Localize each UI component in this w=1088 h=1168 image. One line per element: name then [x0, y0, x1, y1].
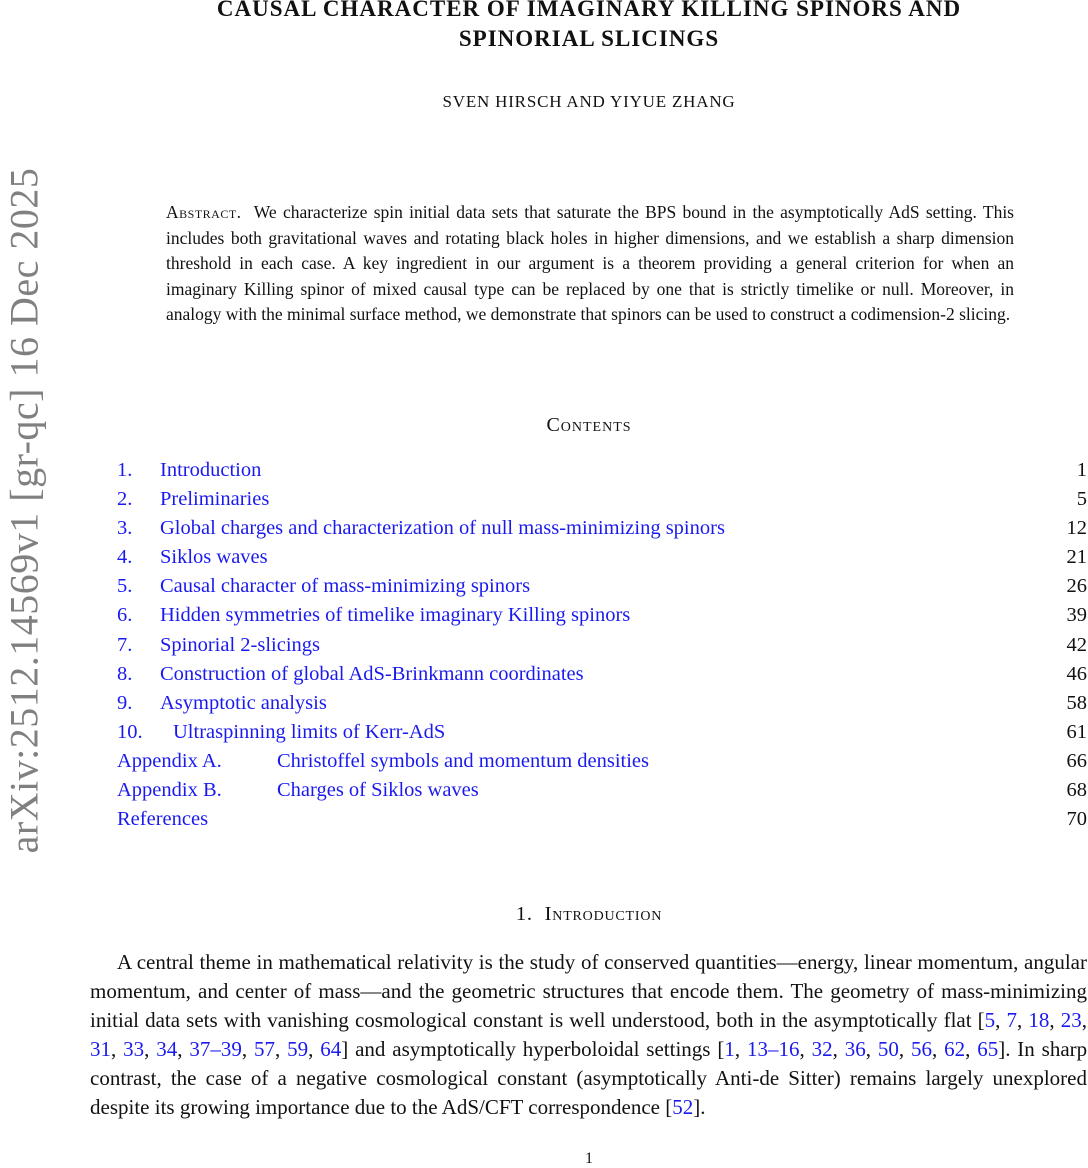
- toc-number[interactable]: Appendix A.: [117, 749, 222, 772]
- abstract-label: Abstract.: [166, 202, 242, 222]
- citation-link[interactable]: 5: [984, 1008, 996, 1033]
- toc-number[interactable]: 2.: [117, 488, 133, 511]
- citation-link[interactable]: 7: [1006, 1008, 1018, 1033]
- citation-link[interactable]: 23: [1060, 1008, 1082, 1033]
- toc-page: 5: [1076, 488, 1087, 511]
- citation-link[interactable]: 31: [90, 1037, 111, 1062]
- toc-number[interactable]: 6.: [117, 604, 133, 627]
- toc-number[interactable]: Appendix B.: [117, 779, 222, 802]
- toc-page: 46: [1066, 662, 1087, 685]
- toc-link[interactable]: Spinorial 2-slicings: [160, 633, 321, 656]
- toc-page: 68: [1066, 779, 1087, 802]
- toc-number[interactable]: 4.: [117, 546, 133, 569]
- toc-page: 61: [1066, 720, 1087, 743]
- toc-link[interactable]: Hidden symmetries of timelike imaginary Killing spinors: [160, 604, 631, 627]
- toc-number[interactable]: 8.: [117, 662, 133, 685]
- abstract: [166, 200, 1014, 328]
- intro-text: ] and asymptotically hyperboloidal settings [: [341, 1037, 725, 1062]
- citation-link[interactable]: 33: [123, 1037, 145, 1062]
- toc-number[interactable]: 7.: [117, 633, 133, 656]
- citation-link[interactable]: 1: [724, 1037, 735, 1062]
- citation-link[interactable]: 37–39: [189, 1037, 242, 1062]
- toc-row[interactable]: [117, 543, 1087, 572]
- toc-row[interactable]: [117, 456, 1087, 485]
- toc-link[interactable]: Preliminaries: [160, 488, 270, 511]
- toc-row[interactable]: [117, 747, 1087, 776]
- toc-page: 21: [1066, 546, 1087, 569]
- toc-row[interactable]: [117, 776, 1087, 805]
- citation-link[interactable]: 62: [944, 1037, 966, 1062]
- toc-number[interactable]: 5.: [117, 575, 133, 598]
- citation-link[interactable]: 56: [910, 1037, 932, 1062]
- toc-link-references[interactable]: References: [117, 808, 209, 831]
- citation-link[interactable]: 13–16: [746, 1037, 800, 1062]
- toc-page: 42: [1066, 633, 1087, 656]
- toc-number[interactable]: 9.: [117, 691, 133, 714]
- citation-link[interactable]: 32: [811, 1037, 833, 1062]
- toc-number[interactable]: 3.: [117, 517, 133, 540]
- toc-page: 70: [1066, 808, 1087, 831]
- toc-row[interactable]: [117, 660, 1087, 689]
- intro-text: ].: [693, 1095, 706, 1120]
- citation-link[interactable]: 64: [320, 1037, 342, 1062]
- arxiv-identifier: arXiv:2512.14569v1 [gr-qc] 16 Dec 2025: [1, 167, 47, 853]
- intro-paragraph: A central theme in mathematical relativity is the study of conserved quantities—energy, linear momentum, angular momentum, and center of mass—and the geometric structures that encode them. The geometry of mass-minimizing initial data sets with vanishing cosmological constant is well understood, both in the asymptotically flat [5, 7, 18, 23, 31, 33, 34, 37–39, 57, 59, 64] and asymptotically hyperboloidal settings [1, 13–16, 32, 36, 50, 56, 62, 65]. In sharp contrast, the case of a negative cosmological constant (asymptotically Anti-de Sitter) remains largely unexplored despite its growing importance due to the AdS/CFT correspondence [52].: [90, 950, 1088, 1120]
- toc-link[interactable]: Charges of Siklos waves: [277, 779, 479, 802]
- citation-link[interactable]: 36: [844, 1037, 866, 1062]
- title-line-2: SPINORIAL SLICINGS: [458, 26, 720, 51]
- toc-row[interactable]: [117, 718, 1087, 747]
- toc-page: 39: [1066, 604, 1087, 627]
- citation-link[interactable]: 52: [672, 1095, 694, 1120]
- section-number: 1.: [515, 903, 533, 925]
- toc-row[interactable]: [117, 805, 1087, 834]
- authors: SVEN HIRSCH AND YIYUE ZHANG: [442, 92, 736, 111]
- toc-row[interactable]: [117, 601, 1087, 630]
- toc-row[interactable]: [117, 572, 1087, 601]
- citation-link[interactable]: 50: [877, 1037, 899, 1062]
- section-title: Introduction: [544, 903, 663, 925]
- citation-link[interactable]: 34: [156, 1037, 178, 1062]
- toc-link[interactable]: Global charges and characterization of null mass-minimizing spinors: [160, 517, 725, 540]
- toc-row[interactable]: [117, 631, 1087, 660]
- toc-number[interactable]: 1.: [117, 459, 133, 481]
- toc-page: 66: [1066, 749, 1087, 772]
- toc-link[interactable]: Construction of global AdS-Brinkmann coordinates: [160, 662, 584, 685]
- toc-link[interactable]: Causal character of mass-minimizing spinors: [160, 575, 531, 598]
- citation-link[interactable]: 65: [977, 1037, 999, 1062]
- toc-link[interactable]: Ultraspinning limits of Kerr-AdS: [173, 720, 446, 743]
- citation-link[interactable]: 59: [287, 1037, 309, 1062]
- toc-row[interactable]: [117, 514, 1087, 543]
- toc-link[interactable]: Christoffel symbols and momentum densities: [277, 749, 650, 772]
- section-heading: [90, 903, 1088, 926]
- toc-row[interactable]: [117, 689, 1087, 718]
- page-number: 1: [585, 1150, 593, 1167]
- toc-link[interactable]: Asymptotic analysis: [160, 691, 327, 714]
- toc-link[interactable]: Siklos waves: [160, 546, 268, 569]
- title-line-1: CAUSAL CHARACTER OF IMAGINARY KILLING SPINORS AND: [216, 0, 962, 21]
- intro-text: A central theme in mathematical relativity is the study of conserved quantities—energy, linear momentum, angular momentum, and center of mass—and the geometric structures that encode them. The geometry of mass-minimizing initial data sets with vanishing cosmological constant is well understood, both in the asymptotically flat [: [90, 950, 1087, 1033]
- arxiv-side-stamp: [2, 150, 46, 870]
- toc-link[interactable]: Introduction: [160, 459, 262, 481]
- abstract-text: We characterize spin initial data sets that saturate the BPS bound in the asymptotically AdS setting. This includes both gravitational waves and rotating black holes in higher dimensions, and we establish a sharp dimension threshold in each case. A key ingredient in our argument is a theorem providing a general criterion for when an imaginary Killing spinor of mixed causal type can be replaced by one that is strictly timelike or null. Moreover, in analogy with the minimal surface method, we demonstrate that spinors can be used to construct a codimension-2 slicing.: [166, 202, 1014, 325]
- intro-text: ]. In sharp contrast, the case of a negative cosmological constant (asymptotically Anti-de Sitter) remains largely unexplored despite its growing importance due to the AdS/CFT correspondence [: [90, 1037, 1088, 1120]
- toc-row[interactable]: [117, 485, 1087, 514]
- toc-page: 12: [1066, 517, 1087, 540]
- toc-number[interactable]: 10.: [117, 720, 143, 743]
- toc-page: 1: [1076, 459, 1087, 481]
- toc-page: 58: [1066, 691, 1087, 714]
- paper-title: [90, 0, 1088, 54]
- citation-link[interactable]: 57: [254, 1037, 275, 1062]
- table-of-contents: [117, 456, 1087, 834]
- toc-page: 26: [1066, 575, 1087, 598]
- citation-link[interactable]: 18: [1028, 1008, 1050, 1033]
- contents-heading: Contents: [546, 414, 632, 436]
